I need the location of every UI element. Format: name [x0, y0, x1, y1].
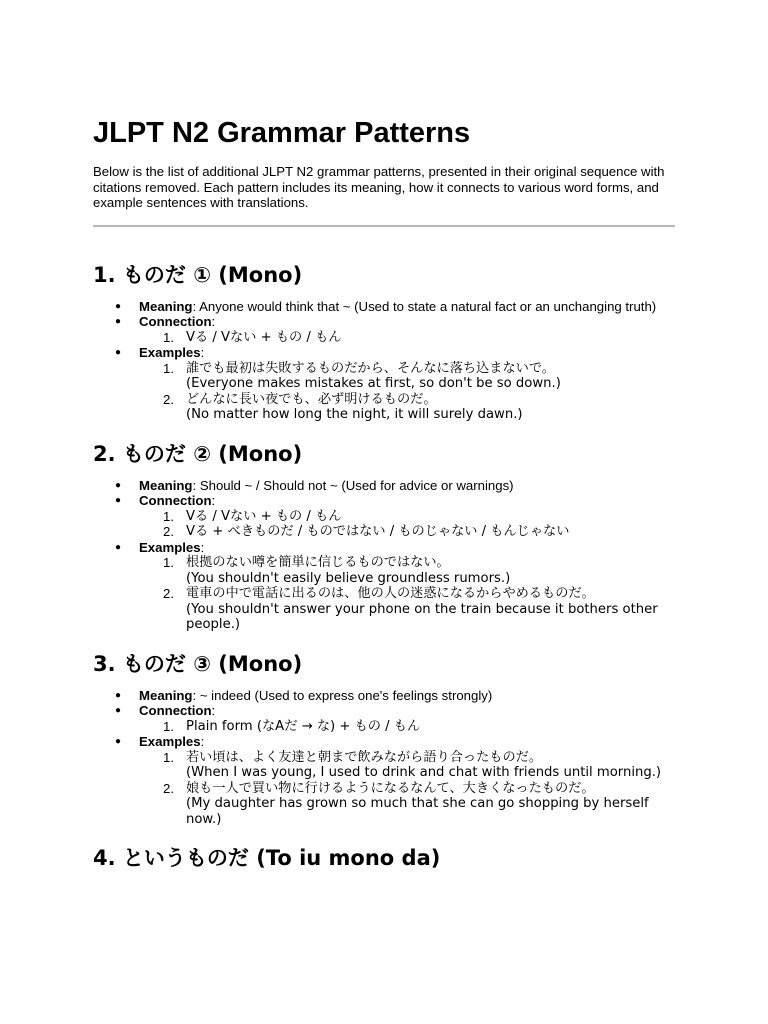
connection-list — [139, 719, 675, 735]
connection-item: ● Connection: 1. Vる / Vない + もの / もん 2. Vる + べきものだ / ものではない / ものじゃない / もんじゃない — [139, 493, 675, 540]
divider — [93, 225, 675, 227]
meaning-item: ● Meaning: Anyone would think that ~ (Used to state a natural fact or an unchanging truth) — [139, 299, 675, 315]
meaning-label: Meaning — [139, 477, 193, 493]
example-japanese: 若い頃は、よく友達と朝まで飲みながら語り合ったものだ。 — [186, 749, 543, 765]
meaning-item: ● Meaning: ~ indeed (Used to express one's feelings strongly) — [139, 688, 675, 704]
example-japanese: 娘も一人で買い物に行けるようになるなんて、大きくなったものだ。 — [186, 780, 595, 796]
examples-item: ● Examples: 1. 誰でも最初は失敗するものだから、そんなに落ち込まないで。 (Everyone makes mistakes at first, so don't be so down.) 2. どんなに長い夜でも、必ず明けるものだ。 (No matter how long the night, it will surely dawn.) — [139, 345, 675, 423]
example-sentence: 2. どんなに長い夜でも、必ず明けるものだ。 (No matter how long the night, it will surely dawn.) — [186, 392, 675, 423]
connection-list — [139, 330, 675, 346]
pattern-details — [93, 478, 675, 633]
connection-label: Connection — [139, 314, 212, 330]
pattern-section-1 — [93, 261, 675, 423]
examples-list — [139, 361, 675, 423]
connection-rule: 1. Vる / Vない + もの / もん — [163, 508, 342, 524]
meaning-text: Anyone would think that ~ (Used to state a natural fact or an unchanging truth) — [199, 298, 657, 314]
example-sentence: 2. 娘も一人で買い物に行けるようになるなんて、大きくなったものだ。 (My daughter has grown so much that she can go shopping by herself now.) — [186, 781, 675, 828]
meaning-text: Should ~ / Should not ~ (Used for advice or warnings) — [199, 477, 514, 493]
example-sentence: 2. 電車の中で電話に出るのは、他の人の迷惑になるからやめるものだ。 (You shouldn't answer your phone on the train because it bothers other people.) — [186, 586, 675, 633]
section-heading: 2. ものだ ② (Mono) — [93, 441, 303, 466]
pattern-section-4 — [93, 844, 675, 872]
connection-label: Connection — [139, 703, 212, 719]
connection-item: ● Connection: 1. Vる / Vない + もの / もん — [139, 314, 675, 345]
connection-list — [139, 509, 675, 540]
meaning-item: ● Meaning: Should ~ / Should not ~ (Used for advice or warnings) — [139, 478, 675, 494]
example-sentence: 1. 誰でも最初は失敗するものだから、そんなに落ち込まないで。 (Everyone makes mistakes at first, so don't be so down.) — [186, 361, 675, 392]
examples-item: ● Examples: 1. 若い頃は、よく友達と朝まで飲みながら語り合ったものだ。 (When I was young, I used to drink and chat with friends until morning.) 2. 娘も一人で買い物に行けるようになるなんて、大きくなったものだ。 (My daughter has grown so much that she can go shopping by herself now.) — [139, 734, 675, 827]
example-translation: (You shouldn't easily believe groundless rumors.) — [186, 570, 511, 586]
meaning-label: Meaning — [139, 298, 193, 314]
meaning-label: Meaning — [139, 687, 193, 703]
connection-label: Connection — [139, 493, 212, 509]
examples-item: ● Examples: 1. 根拠のない噂を簡単に信じるものではない。 (You shouldn't easily believe groundless rumors.) 2. 電車の中で電話に出るのは、他の人の迷惑になるからやめるものだ。 (You shouldn't answer your phone on the train because it bothers other people.) — [139, 540, 675, 633]
section-heading: 3. ものだ ③ (Mono) — [93, 651, 303, 676]
meaning-text: ~ indeed (Used to express one's feelings strongly) — [199, 687, 493, 703]
pattern-details — [93, 299, 675, 423]
examples-list — [139, 750, 675, 828]
example-translation: (You shouldn't answer your phone on the train because it bothers other people.) — [186, 601, 658, 633]
example-translation: (My daughter has grown so much that she can go shopping by herself now.) — [186, 796, 649, 827]
pattern-section-2 — [93, 440, 675, 633]
example-sentence: 1. 若い頃は、よく友達と朝まで飲みながら語り合ったものだ。 (When I was young, I used to drink and chat with friends until morning.) — [186, 750, 675, 781]
connection-rule: 2. Vる + べきものだ / ものではない / ものじゃない / もんじゃない — [163, 524, 570, 540]
examples-list — [139, 555, 675, 633]
examples-label: Examples — [139, 345, 201, 361]
section-heading: 1. ものだ ① (Mono) — [93, 262, 303, 287]
connection-rule: 1. Vる / Vない + もの / もん — [163, 329, 342, 345]
example-japanese: 電車の中で電話に出るのは、他の人の迷惑になるからやめるものだ。 — [186, 586, 595, 602]
connection-rule: 1. Plain form (なAだ → な) + もの / もん — [163, 718, 421, 734]
intro-paragraph: Below is the list of additional JLPT N2 grammar patterns, presented in their original sequence with citations removed. Each pattern includes its meaning, how it connects to various word forms, and example sentences with translations. — [93, 164, 665, 211]
example-sentence: 1. 根拠のない噂を簡単に信じるものではない。 (You shouldn't easily believe groundless rumors.) — [186, 555, 675, 586]
example-japanese: どんなに長い夜でも、必ず明けるものだ。 — [186, 391, 437, 407]
example-translation: (Everyone makes mistakes at first, so don't be so down.) — [186, 376, 561, 392]
example-translation: (No matter how long the night, it will surely dawn.) — [186, 407, 523, 423]
section-heading: 4. というものだ (To iu mono da) — [93, 846, 441, 871]
example-japanese: 根拠のない噂を簡単に信じるものではない。 — [186, 555, 450, 571]
connection-item: ● Connection: 1. Plain form (なAだ → な) + もの / もん — [139, 703, 675, 734]
examples-label: Examples — [139, 734, 201, 750]
page-title: JLPT N2 Grammar Patterns — [93, 117, 471, 149]
pattern-details — [93, 688, 675, 828]
example-japanese: 誰でも最初は失敗するものだから、そんなに落ち込まないで。 — [186, 360, 555, 376]
examples-label: Examples — [139, 539, 201, 555]
document-body — [93, 116, 675, 872]
example-translation: (When I was young, I used to drink and chat with friends until morning.) — [186, 765, 662, 781]
pattern-section-3 — [93, 650, 675, 828]
